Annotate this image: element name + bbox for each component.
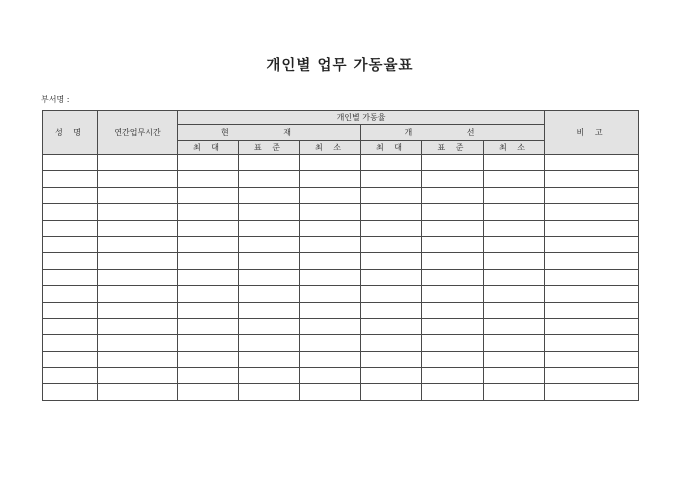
table-cell[interactable]	[361, 368, 422, 384]
table-cell[interactable]	[361, 269, 422, 285]
department-label: 부서명 :	[41, 95, 70, 104]
table-row	[43, 302, 639, 318]
table-cell[interactable]	[484, 253, 545, 269]
table-row	[43, 335, 639, 351]
table-cell[interactable]	[178, 302, 239, 318]
table-cell[interactable]	[178, 368, 239, 384]
table-cell[interactable]	[43, 253, 98, 269]
table-cell[interactable]	[98, 368, 178, 384]
table-row	[43, 384, 639, 400]
table-cell[interactable]	[300, 351, 361, 367]
table-row	[43, 286, 639, 302]
table-cell[interactable]	[239, 269, 300, 285]
table-cell[interactable]	[300, 171, 361, 187]
table-row	[43, 368, 639, 384]
table-cell[interactable]	[98, 269, 178, 285]
table-cell[interactable]	[422, 302, 484, 318]
table-cell[interactable]	[178, 335, 239, 351]
annual-hours-header: 연간업무시간	[98, 111, 178, 155]
table-cell[interactable]	[545, 318, 639, 334]
table-cell[interactable]	[361, 204, 422, 220]
table-cell[interactable]	[178, 286, 239, 302]
table-cell[interactable]	[484, 351, 545, 367]
table-cell[interactable]	[43, 368, 98, 384]
table-cell[interactable]	[361, 253, 422, 269]
table-cell[interactable]	[361, 220, 422, 236]
table-cell[interactable]	[98, 187, 178, 203]
table-cell[interactable]	[422, 187, 484, 203]
table-cell[interactable]	[300, 335, 361, 351]
table-cell[interactable]	[239, 187, 300, 203]
table-cell[interactable]	[422, 236, 484, 252]
table-cell[interactable]	[43, 318, 98, 334]
table-cell[interactable]	[98, 171, 178, 187]
table-cell[interactable]	[43, 220, 98, 236]
table-cell[interactable]	[239, 220, 300, 236]
table-cell[interactable]	[178, 318, 239, 334]
improved-max-header: 최 대	[361, 141, 422, 155]
table-cell[interactable]	[43, 204, 98, 220]
table-cell[interactable]	[545, 368, 639, 384]
table-cell[interactable]	[361, 171, 422, 187]
table-row	[43, 253, 639, 269]
table-cell[interactable]	[178, 269, 239, 285]
table-cell[interactable]	[422, 384, 484, 400]
table-cell[interactable]	[484, 269, 545, 285]
table-row	[43, 155, 639, 171]
table-cell[interactable]	[98, 351, 178, 367]
table-cell[interactable]	[239, 318, 300, 334]
table-cell[interactable]	[43, 384, 98, 400]
table-cell[interactable]	[484, 384, 545, 400]
table-cell[interactable]	[43, 236, 98, 252]
table-row	[43, 171, 639, 187]
table-cell[interactable]	[361, 335, 422, 351]
table-cell[interactable]	[239, 236, 300, 252]
table-cell[interactable]	[178, 253, 239, 269]
table-cell[interactable]	[545, 335, 639, 351]
table-cell[interactable]	[422, 204, 484, 220]
table-cell[interactable]	[300, 384, 361, 400]
table-cell[interactable]	[43, 286, 98, 302]
table-cell[interactable]	[178, 236, 239, 252]
table-cell[interactable]	[178, 171, 239, 187]
table-row	[43, 351, 639, 367]
table-cell[interactable]	[300, 155, 361, 171]
table-cell[interactable]	[178, 351, 239, 367]
table-cell[interactable]	[422, 155, 484, 171]
table-cell[interactable]	[300, 368, 361, 384]
table-cell[interactable]	[545, 187, 639, 203]
table-cell[interactable]	[422, 220, 484, 236]
table-cell[interactable]	[484, 286, 545, 302]
table-cell[interactable]	[484, 171, 545, 187]
table-cell[interactable]	[239, 286, 300, 302]
utilization-header: 개인별 가동율	[178, 111, 545, 125]
name-header: 성 명	[43, 111, 98, 155]
table-cell[interactable]	[43, 269, 98, 285]
table-cell[interactable]	[178, 204, 239, 220]
table-cell[interactable]	[98, 286, 178, 302]
table-cell[interactable]	[545, 253, 639, 269]
table-cell[interactable]	[361, 384, 422, 400]
table-cell[interactable]	[545, 171, 639, 187]
table-cell[interactable]	[178, 187, 239, 203]
table-cell[interactable]	[422, 351, 484, 367]
current-header: 현 재	[178, 125, 361, 141]
table-cell[interactable]	[484, 204, 545, 220]
table-cell[interactable]	[545, 236, 639, 252]
table-cell[interactable]	[484, 220, 545, 236]
improved-standard-header: 표 준	[422, 141, 484, 155]
table-cell[interactable]	[422, 253, 484, 269]
table-cell[interactable]	[98, 204, 178, 220]
table-cell[interactable]	[98, 318, 178, 334]
table-row	[43, 220, 639, 236]
table-cell[interactable]	[98, 220, 178, 236]
table-cell[interactable]	[43, 155, 98, 171]
table-cell[interactable]	[484, 236, 545, 252]
table-body	[43, 155, 639, 401]
table-cell[interactable]	[545, 384, 639, 400]
table-cell[interactable]	[545, 269, 639, 285]
table-cell[interactable]	[300, 269, 361, 285]
table-cell[interactable]	[545, 204, 639, 220]
table-cell[interactable]	[422, 368, 484, 384]
table-cell[interactable]	[484, 187, 545, 203]
table-cell[interactable]	[239, 171, 300, 187]
table-cell[interactable]	[300, 187, 361, 203]
table-cell[interactable]	[361, 302, 422, 318]
remarks-header: 비 고	[545, 111, 639, 155]
table-cell[interactable]	[545, 302, 639, 318]
table-cell[interactable]	[422, 286, 484, 302]
improved-min-header: 최 소	[484, 141, 545, 155]
table-cell[interactable]	[300, 204, 361, 220]
table-cell[interactable]	[98, 335, 178, 351]
table-cell[interactable]	[43, 335, 98, 351]
table-cell[interactable]	[484, 335, 545, 351]
table-cell[interactable]	[239, 368, 300, 384]
table-cell[interactable]	[239, 155, 300, 171]
table-cell[interactable]	[300, 318, 361, 334]
table-cell[interactable]	[361, 351, 422, 367]
table-cell[interactable]	[300, 286, 361, 302]
table-cell[interactable]	[545, 286, 639, 302]
table-cell[interactable]	[484, 302, 545, 318]
table-row	[43, 269, 639, 285]
table-cell[interactable]	[43, 351, 98, 367]
table-cell[interactable]	[545, 155, 639, 171]
table-cell[interactable]	[239, 204, 300, 220]
table-cell[interactable]	[43, 302, 98, 318]
table-row	[43, 187, 639, 203]
current-min-header: 최 소	[300, 141, 361, 155]
table-cell[interactable]	[300, 302, 361, 318]
table-cell[interactable]	[178, 384, 239, 400]
table-cell[interactable]	[361, 155, 422, 171]
table-cell[interactable]	[361, 286, 422, 302]
table-cell[interactable]	[300, 220, 361, 236]
current-max-header: 최 대	[178, 141, 239, 155]
table-cell[interactable]	[361, 318, 422, 334]
table-cell[interactable]	[98, 384, 178, 400]
table-cell[interactable]	[239, 335, 300, 351]
table-row	[43, 318, 639, 334]
table-cell[interactable]	[484, 318, 545, 334]
table-cell[interactable]	[300, 236, 361, 252]
table-cell[interactable]	[239, 253, 300, 269]
table-cell[interactable]	[239, 351, 300, 367]
table-cell[interactable]	[43, 187, 98, 203]
table-cell[interactable]	[178, 220, 239, 236]
table-cell[interactable]	[484, 155, 545, 171]
table-cell[interactable]	[361, 236, 422, 252]
improved-header: 개 선	[361, 125, 545, 141]
table-cell[interactable]	[422, 171, 484, 187]
table-cell[interactable]	[484, 368, 545, 384]
current-standard-header: 표 준	[239, 141, 300, 155]
table-row	[43, 204, 639, 220]
table-cell[interactable]	[422, 318, 484, 334]
table-cell[interactable]	[98, 155, 178, 171]
table-cell[interactable]	[43, 171, 98, 187]
table-cell[interactable]	[239, 384, 300, 400]
utilization-table	[42, 110, 639, 401]
table-cell[interactable]	[300, 253, 361, 269]
table-cell[interactable]	[361, 187, 422, 203]
table-cell[interactable]	[545, 351, 639, 367]
table-row	[43, 236, 639, 252]
page-title: 개인별 업무 가동율표	[266, 57, 414, 74]
table-cell[interactable]	[545, 220, 639, 236]
table-cell[interactable]	[98, 302, 178, 318]
table-cell[interactable]	[98, 253, 178, 269]
table-cell[interactable]	[422, 269, 484, 285]
table-cell[interactable]	[98, 236, 178, 252]
table-cell[interactable]	[178, 155, 239, 171]
table-cell[interactable]	[239, 302, 300, 318]
table-cell[interactable]	[422, 335, 484, 351]
